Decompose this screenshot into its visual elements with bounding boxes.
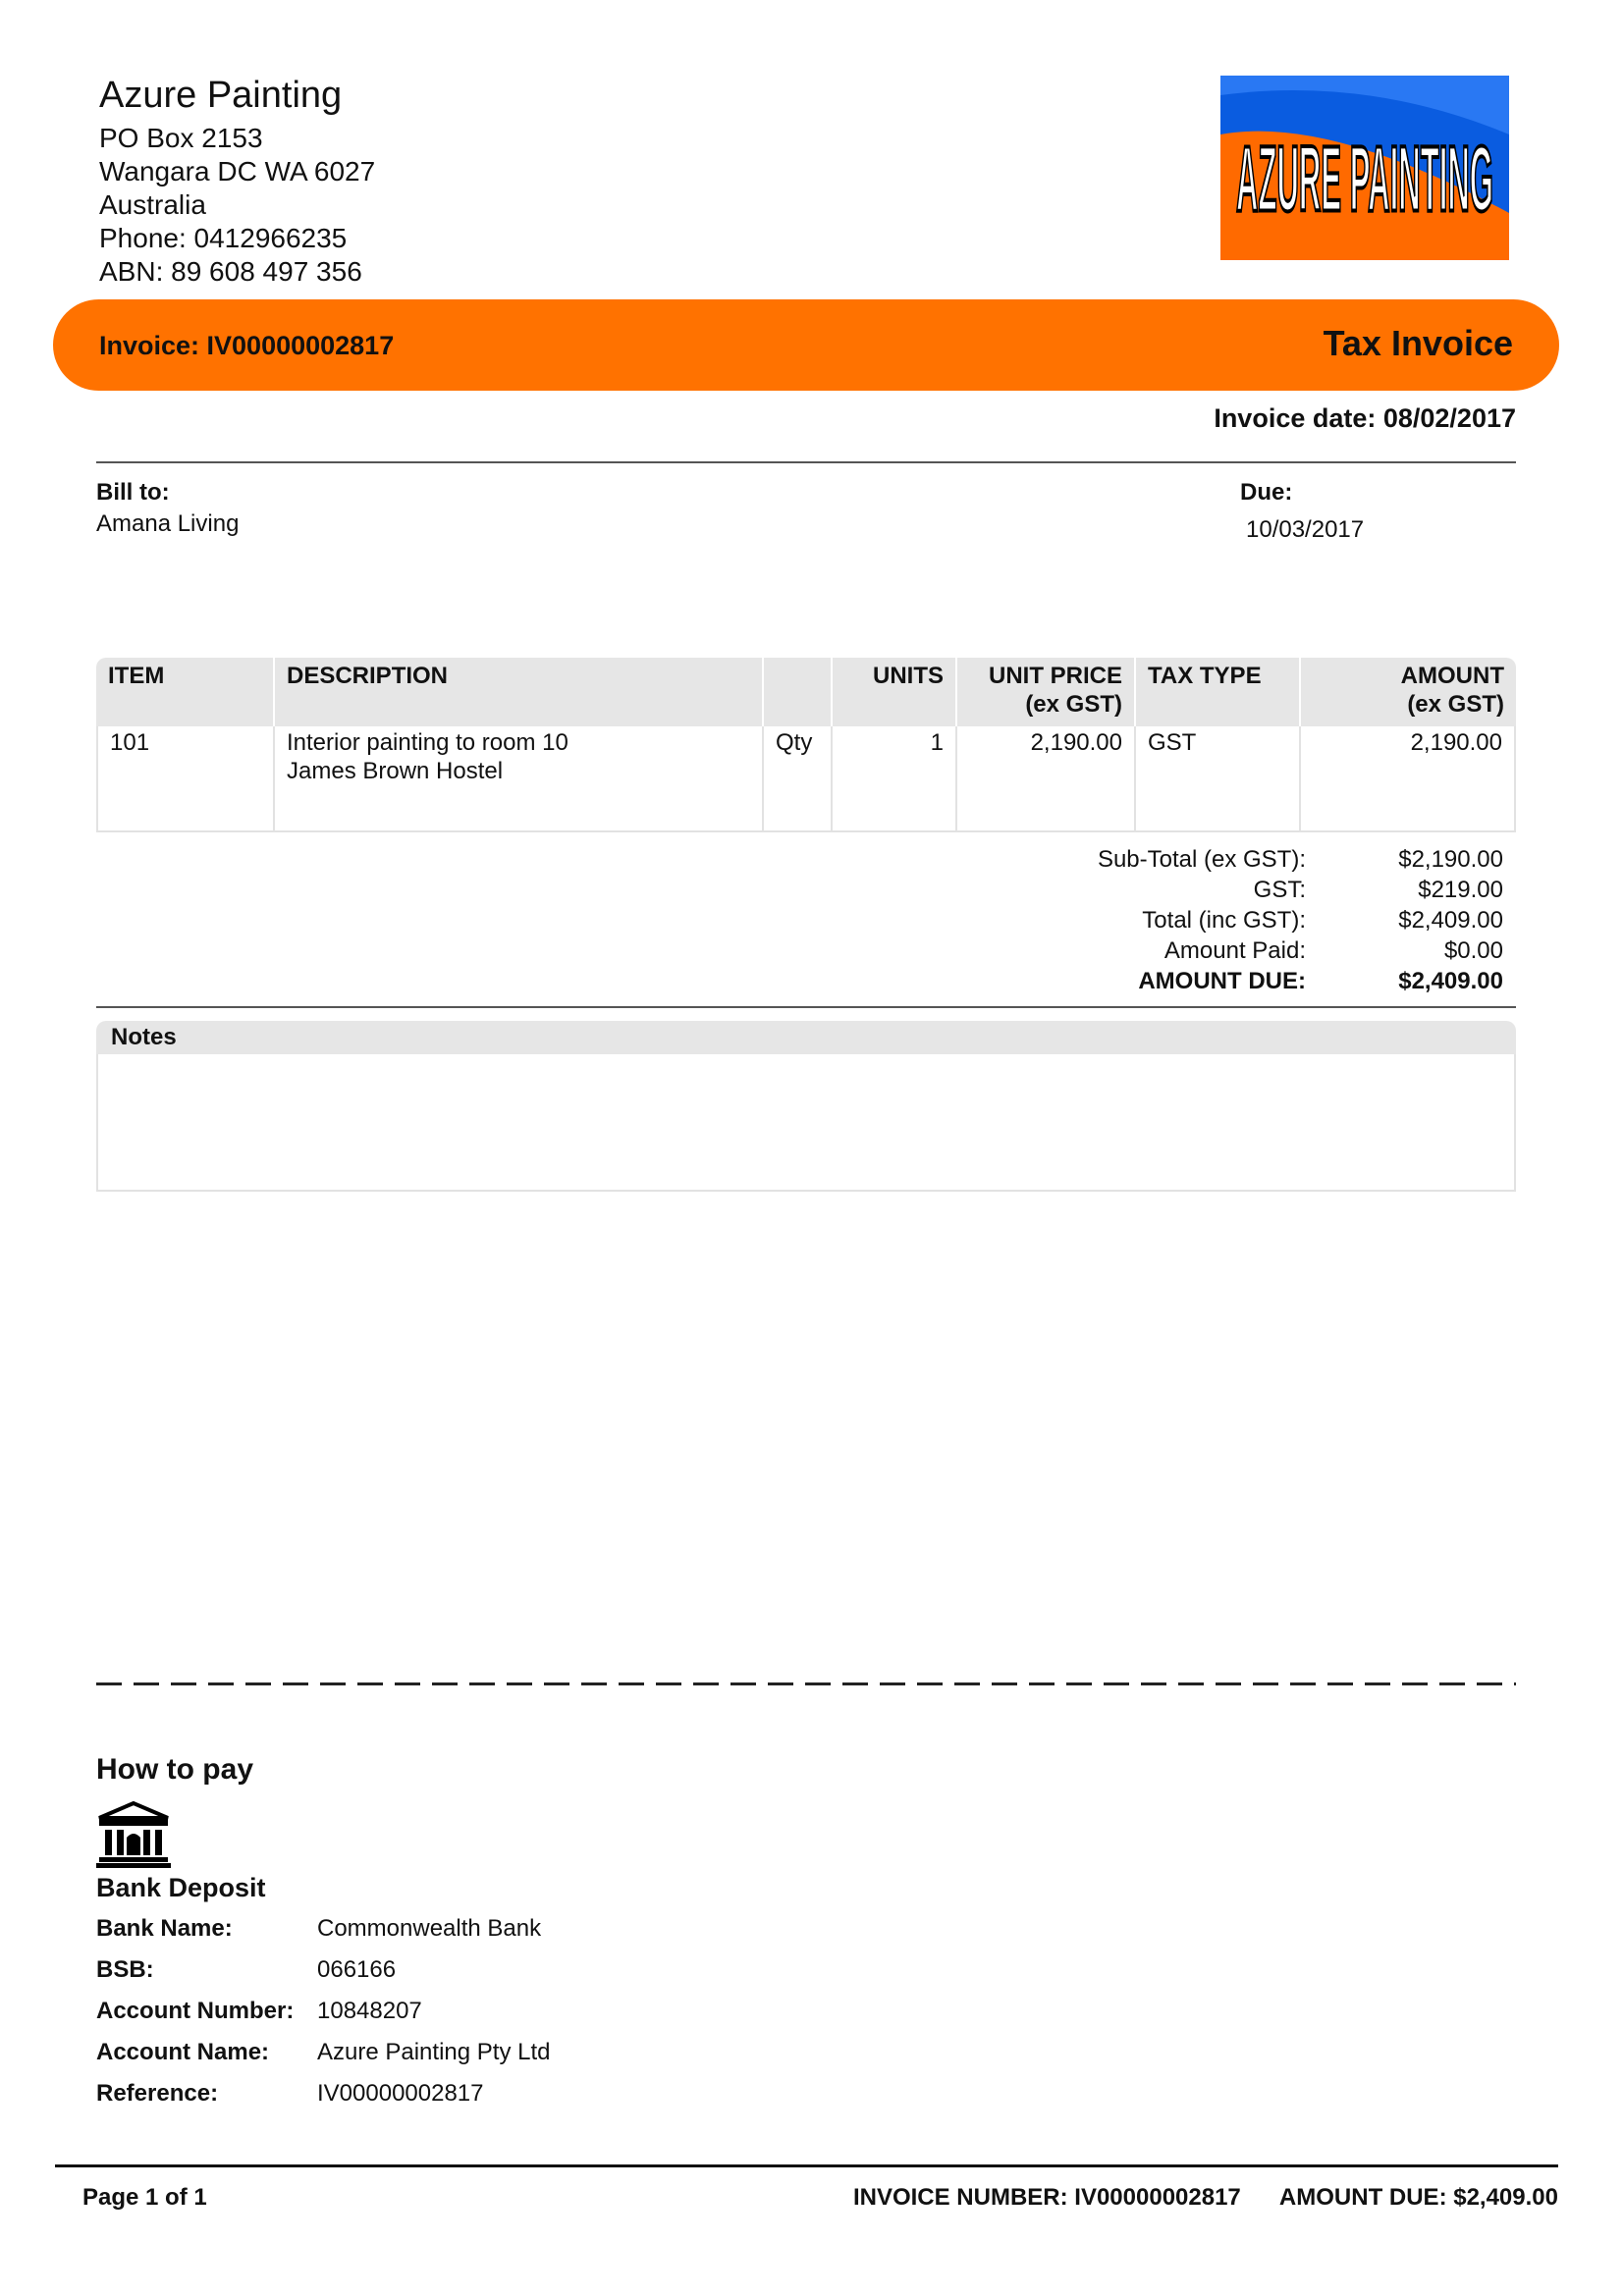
description-line: Interior painting to room 10 xyxy=(287,729,568,756)
bank-detail-row xyxy=(96,2073,550,2114)
amount-paid-value: $0.00 xyxy=(1443,937,1503,964)
header-unit-price xyxy=(957,658,1136,726)
subtotal-value: $2,190.00 xyxy=(1398,846,1503,873)
document-type: Tax Invoice xyxy=(1323,323,1513,363)
invoice-id: Invoice: IV00000002817 xyxy=(99,331,395,360)
bill-to-name: Amana Living xyxy=(96,510,240,537)
notes-header xyxy=(96,1021,1516,1054)
reference-label: Reference: xyxy=(96,2080,219,2107)
header-unit-price-line1: UNIT PRICE xyxy=(988,663,1122,689)
cell-tax-type: GST xyxy=(1136,726,1301,832)
bank-detail-row xyxy=(96,1991,550,2032)
header-item: ITEM xyxy=(96,658,275,726)
footer-divider xyxy=(55,2164,1558,2167)
company-logo xyxy=(1220,76,1509,260)
amount-due-label: AMOUNT DUE: xyxy=(1138,968,1306,994)
notes-label: Notes xyxy=(111,1024,177,1050)
bsb-label: BSB: xyxy=(96,1956,154,1983)
bank-detail-row xyxy=(96,1908,550,1949)
notes-body xyxy=(96,1054,1516,1192)
cell-item: 101 xyxy=(96,726,275,832)
cell-unit-price: 2,190.00 xyxy=(957,726,1136,832)
divider xyxy=(96,1006,1516,1008)
account-number-label: Account Number: xyxy=(96,1998,295,2024)
header-amount xyxy=(1301,658,1516,726)
reference-value: IV00000002817 xyxy=(317,2080,484,2107)
bill-to-label: Bill to: xyxy=(96,479,170,506)
header-tax-type: TAX TYPE xyxy=(1136,658,1301,726)
company-name: Azure Painting xyxy=(99,75,343,116)
amount-paid-label: Amount Paid: xyxy=(1163,937,1306,964)
cell-description xyxy=(275,726,764,832)
table-row xyxy=(96,726,1516,832)
bank-detail-row xyxy=(96,2032,550,2073)
page-number: Page 1 of 1 xyxy=(82,2184,207,2211)
payment-method: Bank Deposit xyxy=(96,1873,266,1902)
company-address xyxy=(99,122,375,289)
bank-icon xyxy=(96,1800,171,1869)
bsb-value: 066166 xyxy=(317,1956,397,1983)
header-amount-line1: AMOUNT xyxy=(1400,663,1504,689)
address-line: PO Box 2153 xyxy=(99,123,263,153)
company-phone: Phone: 0412966235 xyxy=(99,223,348,253)
invoice-date: Invoice date: 08/02/2017 xyxy=(1214,403,1516,433)
account-name-label: Account Name: xyxy=(96,2039,270,2065)
account-number-value: 10848207 xyxy=(317,1998,422,2024)
company-abn: ABN: 89 608 497 356 xyxy=(99,256,362,287)
footer-summary xyxy=(853,2184,1558,2212)
totals-labels xyxy=(1098,844,1306,996)
address-line: Australia xyxy=(99,189,206,220)
header-description: DESCRIPTION xyxy=(275,658,764,726)
header-amount-line2: (ex GST) xyxy=(1407,691,1504,718)
bank-details xyxy=(96,1908,550,2114)
how-to-pay-title: How to pay xyxy=(96,1753,254,1786)
bank-detail-row xyxy=(96,1949,550,1991)
due-date: 10/03/2017 xyxy=(1246,516,1365,543)
gst-label: GST: xyxy=(1253,877,1306,903)
account-name-value: Azure Painting Pty Ltd xyxy=(317,2039,551,2065)
subtotal-label: Sub-Total (ex GST): xyxy=(1097,846,1306,873)
total-value: $2,409.00 xyxy=(1398,907,1503,934)
table-header-row xyxy=(96,658,1516,726)
cell-unit-type: Qty xyxy=(764,726,833,832)
line-items-table xyxy=(96,658,1516,832)
totals-values xyxy=(1398,844,1503,996)
tear-off-line xyxy=(96,1682,1516,1685)
total-label: Total (inc GST): xyxy=(1142,907,1306,934)
bank-name-value: Commonwealth Bank xyxy=(317,1915,542,1942)
due-label: Due: xyxy=(1240,479,1293,506)
cell-amount: 2,190.00 xyxy=(1301,726,1516,832)
logo-text: AZURE PAINTING xyxy=(1236,127,1493,232)
description-line: James Brown Hostel xyxy=(287,758,504,784)
cell-units: 1 xyxy=(833,726,957,832)
address-line: Wangara DC WA 6027 xyxy=(99,156,376,187)
gst-value: $219.00 xyxy=(1418,877,1503,903)
header-unit-type xyxy=(764,658,833,726)
divider xyxy=(96,461,1516,463)
footer-invoice-number: INVOICE NUMBER: IV00000002817 xyxy=(852,2184,1241,2211)
bank-name-label: Bank Name: xyxy=(96,1915,233,1942)
amount-due-value: $2,409.00 xyxy=(1398,968,1503,994)
footer-amount-due: AMOUNT DUE: $2,409.00 xyxy=(1278,2184,1558,2211)
header-units: UNITS xyxy=(833,658,957,726)
header-unit-price-line2: (ex GST) xyxy=(1025,691,1122,718)
